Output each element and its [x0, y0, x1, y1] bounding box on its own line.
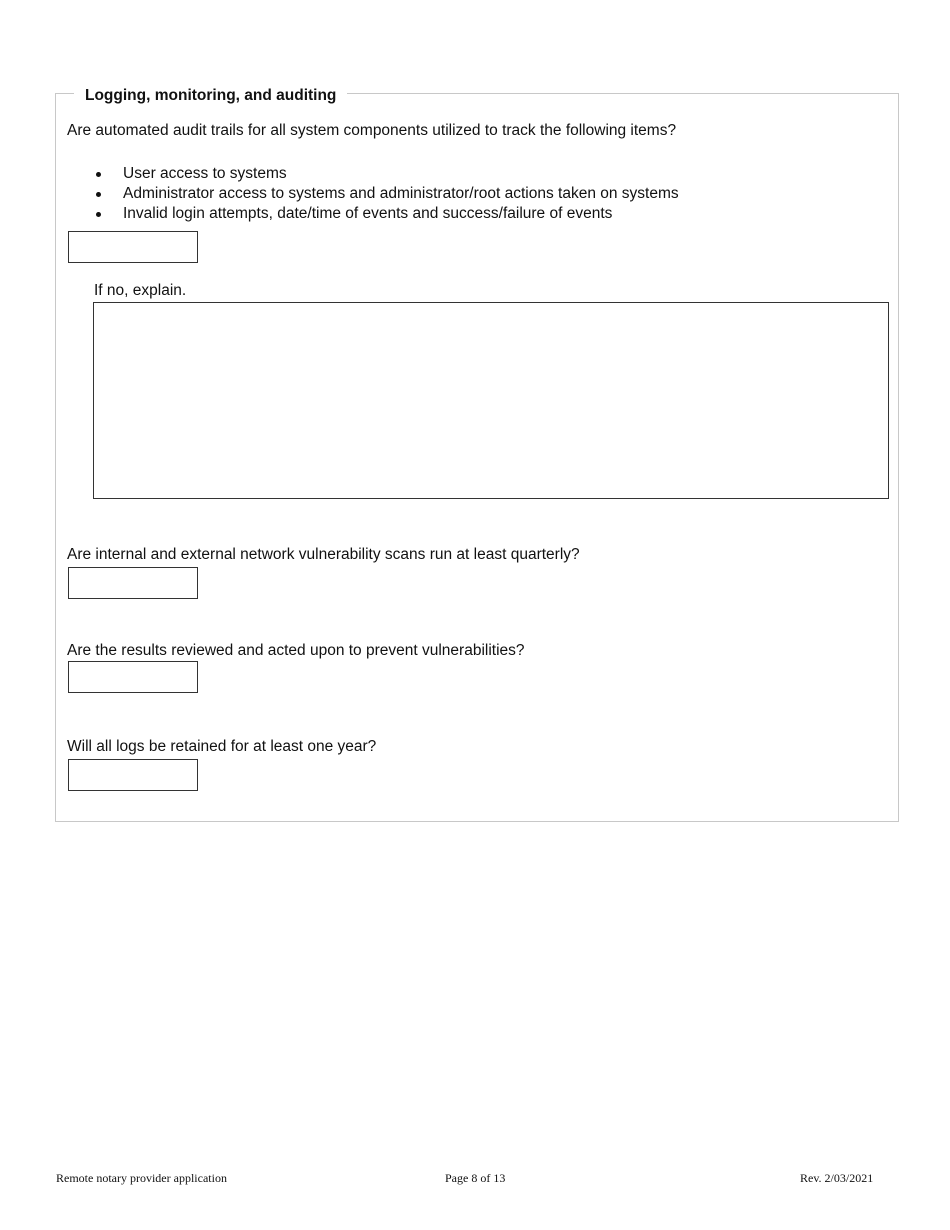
bullet-icon — [96, 172, 101, 177]
question-log-retention: Will all logs be retained for at least one year? — [67, 738, 377, 755]
list-item-text: Invalid login attempts, date/time of events and success/failure of events — [123, 205, 613, 222]
list-item — [67, 204, 679, 224]
question-results-reviewed: Are the results reviewed and acted upon to prevent vulnerabilities? — [67, 642, 525, 659]
results-reviewed-answer-field[interactable] — [68, 661, 198, 693]
list-item-text: Administrator access to systems and administrator/root actions taken on systems — [123, 185, 679, 202]
audit-trails-answer-field[interactable] — [68, 231, 198, 263]
list-item — [67, 184, 679, 204]
list-item-text: User access to systems — [123, 165, 287, 182]
explain-textarea[interactable] — [93, 302, 889, 499]
section-title: Logging, monitoring, and auditing — [74, 86, 347, 106]
bullet-icon — [96, 212, 101, 217]
footer-revision: Rev. 2/03/2021 — [800, 1171, 874, 1185]
log-retention-answer-field[interactable] — [68, 759, 198, 791]
list-item — [67, 164, 679, 184]
question-audit-trails: Are automated audit trails for all system components utilized to track the following items? — [67, 122, 677, 139]
footer-page-number: Page 8 of 13 — [445, 1171, 506, 1185]
question-vulnerability-scans: Are internal and external network vulnerability scans run at least quarterly? — [67, 546, 580, 563]
bullet-icon — [96, 192, 101, 197]
vulnerability-scans-answer-field[interactable] — [68, 567, 198, 599]
audit-items-list — [67, 164, 679, 224]
footer-document-title: Remote notary provider application — [56, 1171, 227, 1185]
explain-label: If no, explain. — [94, 282, 187, 299]
